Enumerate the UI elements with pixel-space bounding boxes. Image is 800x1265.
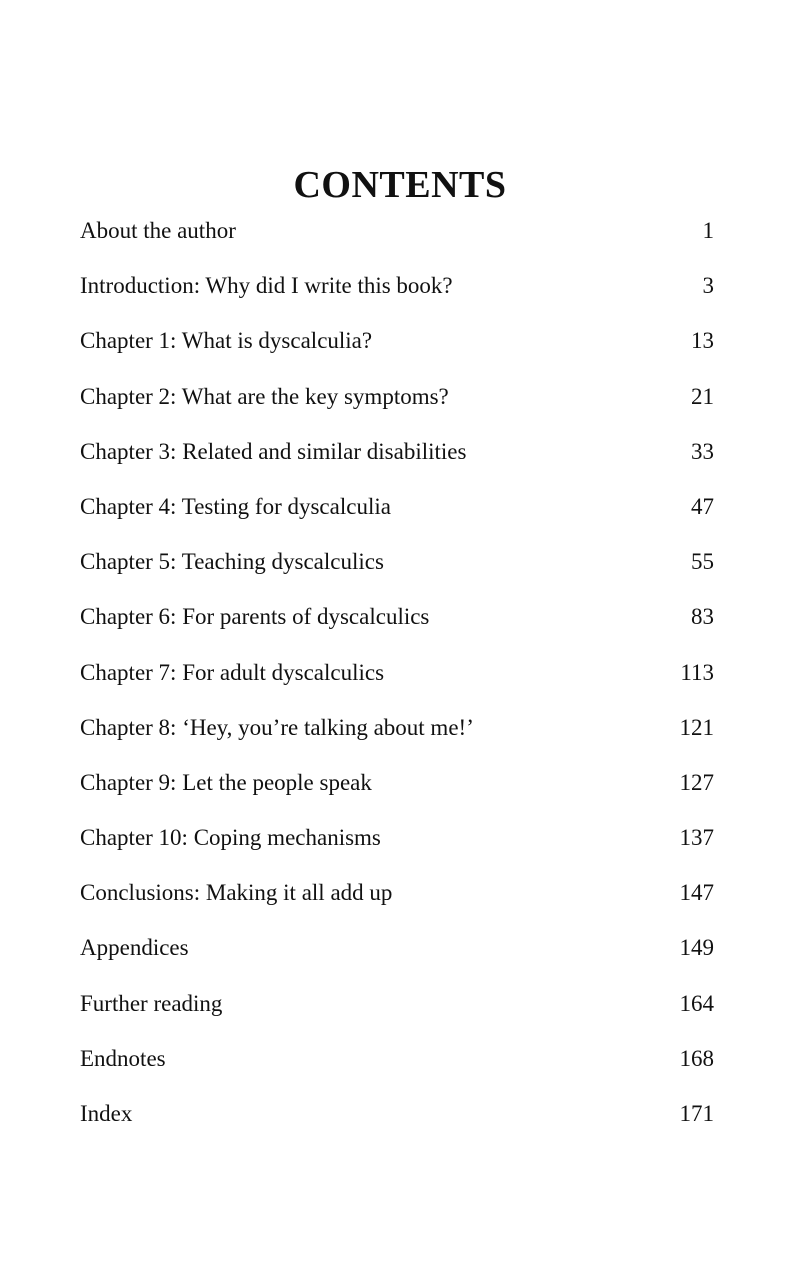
toc-entry-page: 113 (680, 659, 714, 685)
toc-entry-label: Endnotes (80, 1045, 166, 1071)
toc-entry[interactable] (80, 214, 714, 269)
toc-entry[interactable] (80, 931, 714, 986)
toc-entry-label: Chapter 3: Related and similar disabilities (80, 438, 467, 464)
toc-entry[interactable] (80, 766, 714, 821)
toc-entry[interactable] (80, 1042, 714, 1097)
toc-entry-page: 127 (679, 769, 714, 795)
toc-entry-page: 164 (679, 990, 714, 1016)
toc-entry-label: Chapter 6: For parents of dyscalculics (80, 604, 430, 630)
toc-entry-label: Chapter 4: Testing for dyscalculia (80, 493, 391, 519)
toc-entry-label: About the author (80, 218, 236, 243)
page-title: CONTENTS (293, 164, 507, 207)
toc-entry[interactable] (80, 711, 714, 766)
toc-entry-page: 3 (702, 273, 714, 299)
toc-entry-page: 47 (691, 493, 714, 519)
toc-entry[interactable] (80, 821, 714, 876)
toc-entry-page: 171 (679, 1101, 714, 1126)
toc-entry-label: Appendices (80, 935, 189, 961)
toc-entry[interactable] (80, 324, 714, 379)
toc-entry[interactable] (80, 987, 714, 1042)
toc-entry-page: 1 (702, 218, 714, 243)
toc-entry[interactable] (80, 435, 714, 490)
toc-entry[interactable] (80, 656, 714, 711)
toc-entry-label: Chapter 7: For adult dyscalculics (80, 659, 385, 685)
toc-entry-page: 83 (691, 604, 714, 630)
toc-entry-page: 13 (691, 328, 714, 354)
toc-entry[interactable] (80, 600, 714, 655)
toc-entry-label: Chapter 5: Teaching dyscalculics (80, 549, 384, 575)
toc-entry[interactable] (80, 269, 714, 324)
toc-entry-label: Chapter 1: What is dyscalculia? (80, 328, 373, 354)
toc-entry-page: 33 (691, 438, 714, 464)
toc-entry[interactable] (80, 545, 714, 600)
toc-entry-page: 121 (679, 714, 714, 740)
toc-entry-page: 149 (679, 935, 714, 961)
toc-entry-label: Chapter 2: What are the key symptoms? (80, 383, 449, 409)
toc-entry-label: Introduction: Why did I write this book? (80, 273, 453, 299)
toc-entry-page: 137 (679, 825, 714, 851)
table-of-contents (80, 214, 714, 1152)
toc-entry-label: Chapter 9: Let the people speak (80, 769, 372, 795)
toc-entry-label: Index (80, 1101, 133, 1126)
toc-entry[interactable] (80, 490, 714, 545)
toc-entry-label: Chapter 10: Coping mechanisms (80, 825, 381, 851)
toc-entry-page: 147 (679, 880, 714, 906)
toc-entry[interactable] (80, 1097, 714, 1152)
toc-entry-page: 21 (691, 383, 714, 409)
toc-entry[interactable] (80, 876, 714, 931)
toc-entry-label: Further reading (80, 990, 223, 1016)
toc-entry-label: Chapter 8: ‘Hey, you’re talking about me!’ (80, 714, 474, 740)
toc-entry-label: Conclusions: Making it all add up (80, 880, 393, 906)
toc-entry-page: 168 (679, 1045, 714, 1071)
toc-entry-page: 55 (691, 549, 714, 575)
toc-entry[interactable] (80, 380, 714, 435)
